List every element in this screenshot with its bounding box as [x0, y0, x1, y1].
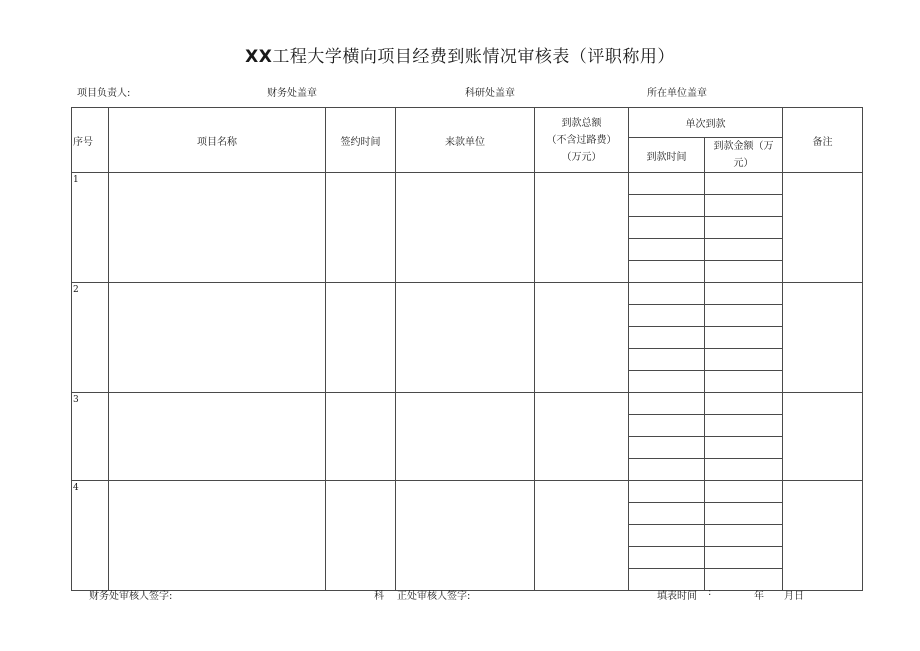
- cell-arrive-time[interactable]: [629, 481, 705, 503]
- header-total-line3: （万元）: [561, 151, 602, 163]
- cell-arrive-time[interactable]: [629, 305, 705, 327]
- cell-arrive-time[interactable]: [629, 371, 705, 393]
- cell-arrive-time[interactable]: [629, 415, 705, 437]
- cell-arrive-amount[interactable]: [705, 239, 783, 261]
- audit-table: [71, 107, 863, 591]
- row-seq-1: 1: [72, 173, 109, 283]
- cell-sign-time[interactable]: [326, 173, 396, 283]
- row-seq-4: 4: [72, 481, 109, 591]
- table-row: [72, 283, 863, 305]
- header-single-payment: 单次到款: [629, 108, 783, 138]
- header-amount-line2: 元）: [733, 158, 754, 169]
- header-seq: 序号: [72, 108, 109, 173]
- header-total-line1: 到款总额: [561, 117, 602, 129]
- cell-sign-time[interactable]: [326, 283, 396, 393]
- header-arrive-amount: [705, 138, 783, 173]
- cell-remark[interactable]: [783, 393, 863, 481]
- cell-arrive-time[interactable]: [629, 195, 705, 217]
- leader-label: 项目负责人:: [77, 88, 131, 99]
- cell-total-amount[interactable]: [535, 283, 629, 393]
- cell-project-name[interactable]: [109, 283, 326, 393]
- cell-arrive-amount[interactable]: [705, 349, 783, 371]
- cell-arrive-amount[interactable]: [705, 415, 783, 437]
- row-seq-2: 2: [72, 283, 109, 393]
- cell-arrive-amount[interactable]: [705, 173, 783, 195]
- cell-arrive-amount[interactable]: [705, 393, 783, 415]
- header-source-unit: 来款单位: [396, 108, 535, 173]
- cell-arrive-time[interactable]: [629, 217, 705, 239]
- table-row: [72, 481, 863, 503]
- cell-arrive-amount[interactable]: [705, 283, 783, 305]
- cell-arrive-time[interactable]: [629, 525, 705, 547]
- finance-stamp-label: 财务处盖章: [267, 88, 317, 99]
- cell-total-amount[interactable]: [535, 481, 629, 591]
- header-project-name: 项目名称: [109, 108, 326, 173]
- cell-arrive-time[interactable]: [629, 503, 705, 525]
- cell-remark[interactable]: [783, 283, 863, 393]
- header-amount-line1: 到款金额（万: [713, 141, 774, 152]
- title-main: 工程大学横向项目经费到账情况审核表（评职称用）: [272, 47, 675, 67]
- fill-time-label: 填表时间: [657, 591, 697, 602]
- cell-sign-time[interactable]: [326, 481, 396, 591]
- table-row: [72, 393, 863, 415]
- header-arrive-time: 到款时间: [629, 138, 705, 173]
- cell-arrive-time[interactable]: [629, 261, 705, 283]
- header-total-amount: [535, 108, 629, 173]
- cell-arrive-time[interactable]: [629, 547, 705, 569]
- page-title: [0, 42, 920, 67]
- cell-arrive-amount[interactable]: [705, 371, 783, 393]
- month-day-label: 月日: [784, 591, 804, 602]
- title-prefix: XX: [245, 47, 273, 67]
- header-row-1: [72, 108, 863, 138]
- cell-remark[interactable]: [783, 173, 863, 283]
- cell-arrive-time[interactable]: [629, 349, 705, 371]
- fill-time-colon: :: [708, 587, 712, 598]
- cell-arrive-amount[interactable]: [705, 525, 783, 547]
- header-total-line2: （不含过路费）: [546, 134, 617, 146]
- cell-sign-time[interactable]: [326, 393, 396, 481]
- chief-auditor-sign-label: 正处审核人签字:: [397, 591, 471, 602]
- cell-arrive-amount[interactable]: [705, 503, 783, 525]
- cell-arrive-amount[interactable]: [705, 547, 783, 569]
- header-sign-time: 签约时间: [326, 108, 396, 173]
- cell-arrive-amount[interactable]: [705, 217, 783, 239]
- cell-arrive-time[interactable]: [629, 327, 705, 349]
- year-label: 年: [754, 591, 764, 602]
- research-stamp-label: 科研处盖章: [465, 88, 515, 99]
- cell-arrive-amount[interactable]: [705, 569, 783, 591]
- footer-ke-char: 科: [374, 591, 384, 602]
- cell-arrive-time[interactable]: [629, 239, 705, 261]
- cell-total-amount[interactable]: [535, 173, 629, 283]
- cell-source-unit[interactable]: [396, 283, 535, 393]
- cell-arrive-time[interactable]: [629, 459, 705, 481]
- unit-stamp-label: 所在单位盖章: [647, 88, 707, 99]
- cell-arrive-amount[interactable]: [705, 261, 783, 283]
- cell-project-name[interactable]: [109, 481, 326, 591]
- cell-arrive-amount[interactable]: [705, 437, 783, 459]
- cell-arrive-amount[interactable]: [705, 459, 783, 481]
- cell-project-name[interactable]: [109, 393, 326, 481]
- cell-arrive-time[interactable]: [629, 437, 705, 459]
- cell-source-unit[interactable]: [396, 393, 535, 481]
- cell-source-unit[interactable]: [396, 481, 535, 591]
- cell-arrive-time[interactable]: [629, 393, 705, 415]
- cell-arrive-amount[interactable]: [705, 327, 783, 349]
- cell-project-name[interactable]: [109, 173, 326, 283]
- table-row: [72, 173, 863, 195]
- cell-arrive-amount[interactable]: [705, 195, 783, 217]
- cell-total-amount[interactable]: [535, 393, 629, 481]
- cell-arrive-time[interactable]: [629, 283, 705, 305]
- header-remark: 备注: [783, 108, 863, 173]
- cell-arrive-amount[interactable]: [705, 305, 783, 327]
- finance-auditor-sign-label: 财务处审核人签字:: [89, 591, 173, 602]
- cell-source-unit[interactable]: [396, 173, 535, 283]
- row-seq-3: 3: [72, 393, 109, 481]
- cell-arrive-amount[interactable]: [705, 481, 783, 503]
- cell-arrive-time[interactable]: [629, 173, 705, 195]
- cell-remark[interactable]: [783, 481, 863, 591]
